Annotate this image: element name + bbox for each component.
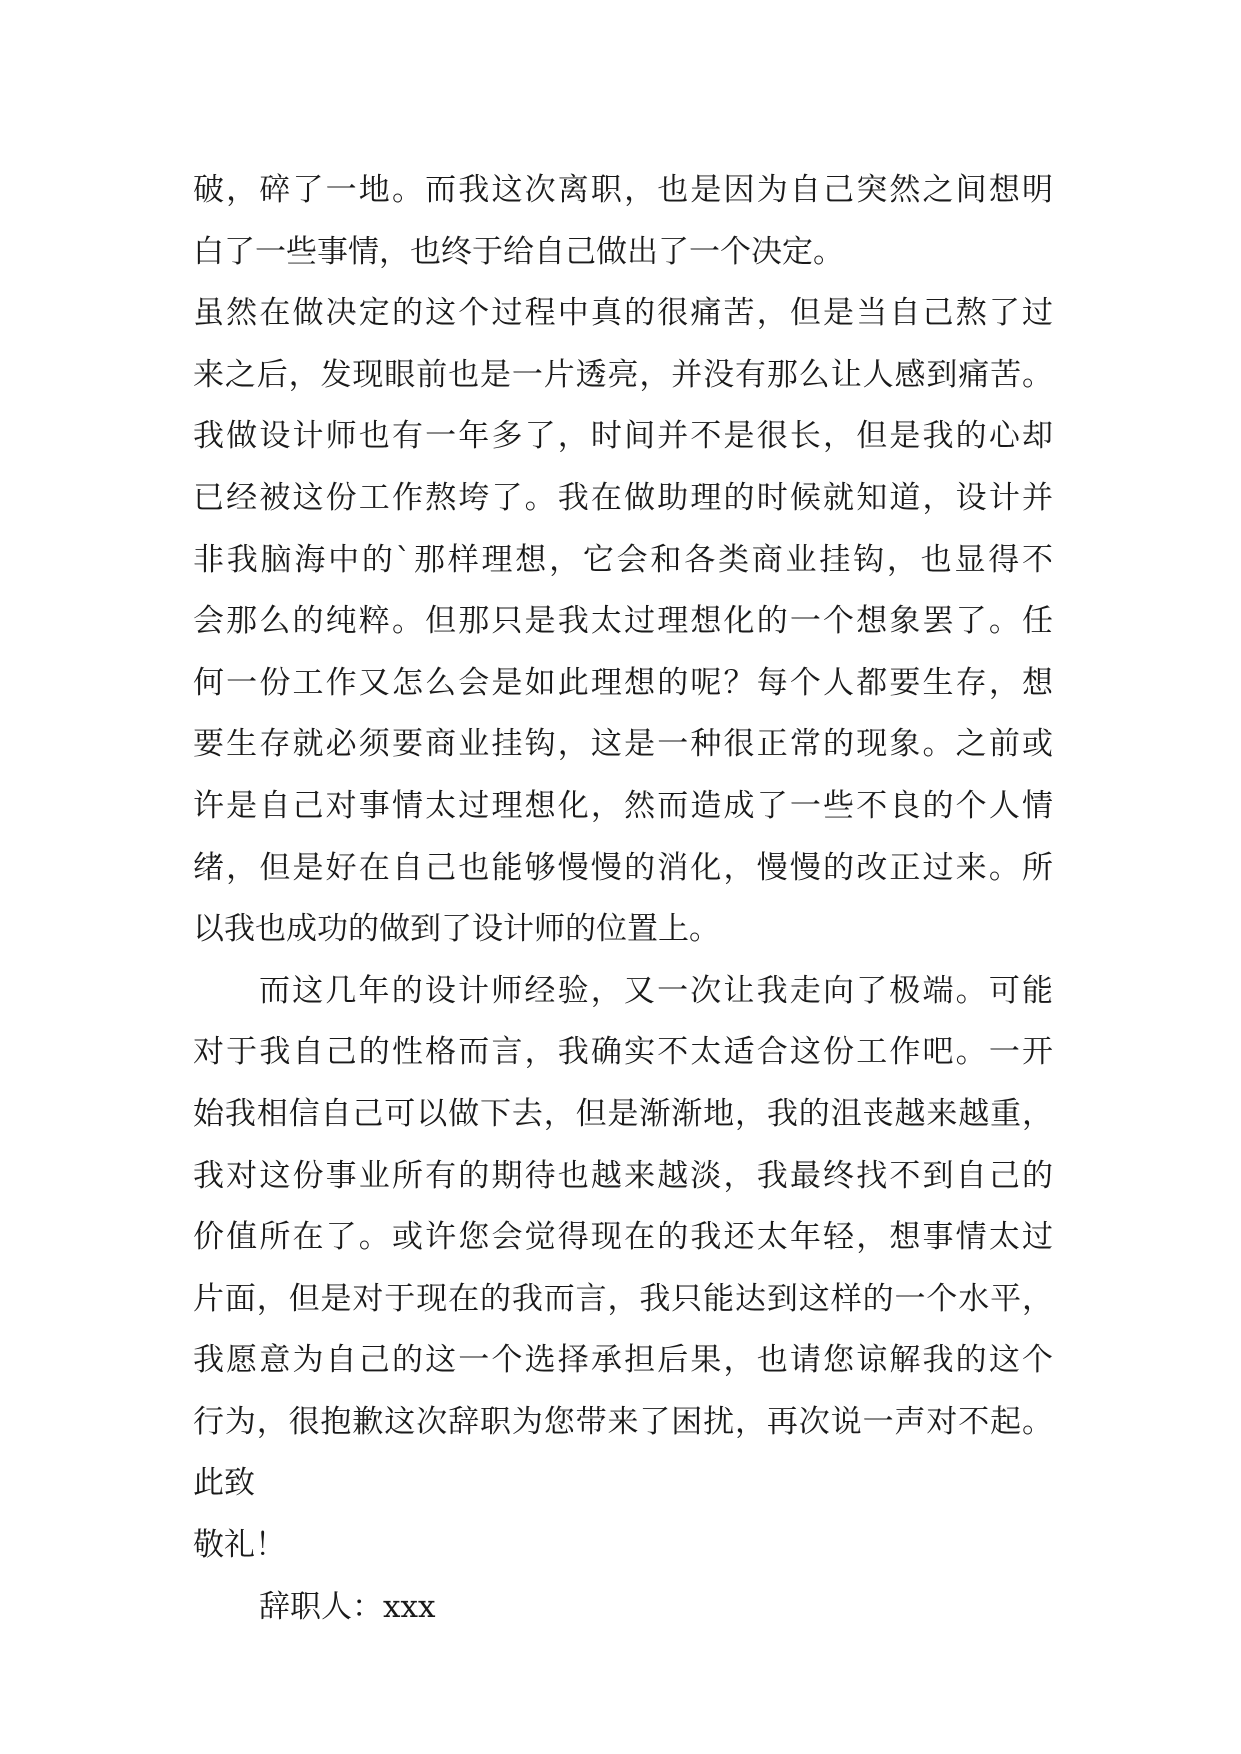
text-line: 绪，但是好在自己也能够慢慢的消化，慢慢的改正过来。所 bbox=[193, 849, 1053, 886]
text-line: 会那么的纯粹。但那只是我太过理想化的一个想象罢了。任 bbox=[193, 603, 1053, 640]
signature-line: 辞职人：xxx bbox=[259, 1588, 436, 1625]
text-line: 虽然在做决定的这个过程中真的很痛苦，但是当自己熬了过 bbox=[193, 295, 1053, 332]
text-line: 片面，但是对于现在的我而言，我只能达到这样的一个水平， bbox=[193, 1280, 1053, 1317]
text-line: 许是自己对事情太过理想化，然而造成了一些不良的个人情 bbox=[193, 787, 1053, 824]
letter-body bbox=[193, 160, 1053, 1638]
text-line: 对于我自己的性格而言，我确实不太适合这份工作吧。一开 bbox=[193, 1034, 1053, 1071]
text-line: 行为，很抱歉这次辞职为您带来了困扰，再次说一声对不起。 bbox=[193, 1403, 1053, 1440]
text-line: 何一份工作又怎么会是如此理想的呢？每个人都要生存，想 bbox=[193, 664, 1053, 701]
text-line: 非我脑海中的`那样理想，它会和各类商业挂钩，也显得不 bbox=[193, 541, 1053, 578]
text-line: 来之后，发现眼前也是一片透亮，并没有那么让人感到痛苦。 bbox=[193, 356, 1053, 393]
text-line: 我对这份事业所有的期待也越来越淡，我最终找不到自己的 bbox=[193, 1157, 1053, 1194]
closing-line: 此致 bbox=[193, 1465, 255, 1502]
paragraph-start-line: 而这几年的设计师经验，又一次让我走向了极端。可能 bbox=[259, 972, 1053, 1009]
text-line: 要生存就必须要商业挂钩，这是一种很正常的现象。之前或 bbox=[193, 726, 1053, 763]
text-line: 破，碎了一地。而我这次离职，也是因为自己突然之间想明 bbox=[193, 172, 1053, 208]
salutation-line: 敬礼！ bbox=[193, 1527, 286, 1564]
text-line: 我做设计师也有一年多了，时间并不是很长，但是我的心却 bbox=[193, 418, 1053, 455]
text-line: 白了一些事情，也终于给自己做出了一个决定。 bbox=[193, 233, 844, 270]
text-line: 始我相信自己可以做下去，但是渐渐地，我的沮丧越来越重， bbox=[193, 1095, 1053, 1132]
text-line: 以我也成功的做到了设计师的位置上。 bbox=[193, 911, 720, 948]
text-line: 我愿意为自己的这一个选择承担后果，也请您谅解我的这个 bbox=[193, 1342, 1053, 1379]
text-line: 已经被这份工作熬垮了。我在做助理的时候就知道，设计并 bbox=[193, 479, 1053, 516]
text-line: 价值所在了。或许您会觉得现在的我还太年轻，想事情太过 bbox=[193, 1219, 1053, 1256]
